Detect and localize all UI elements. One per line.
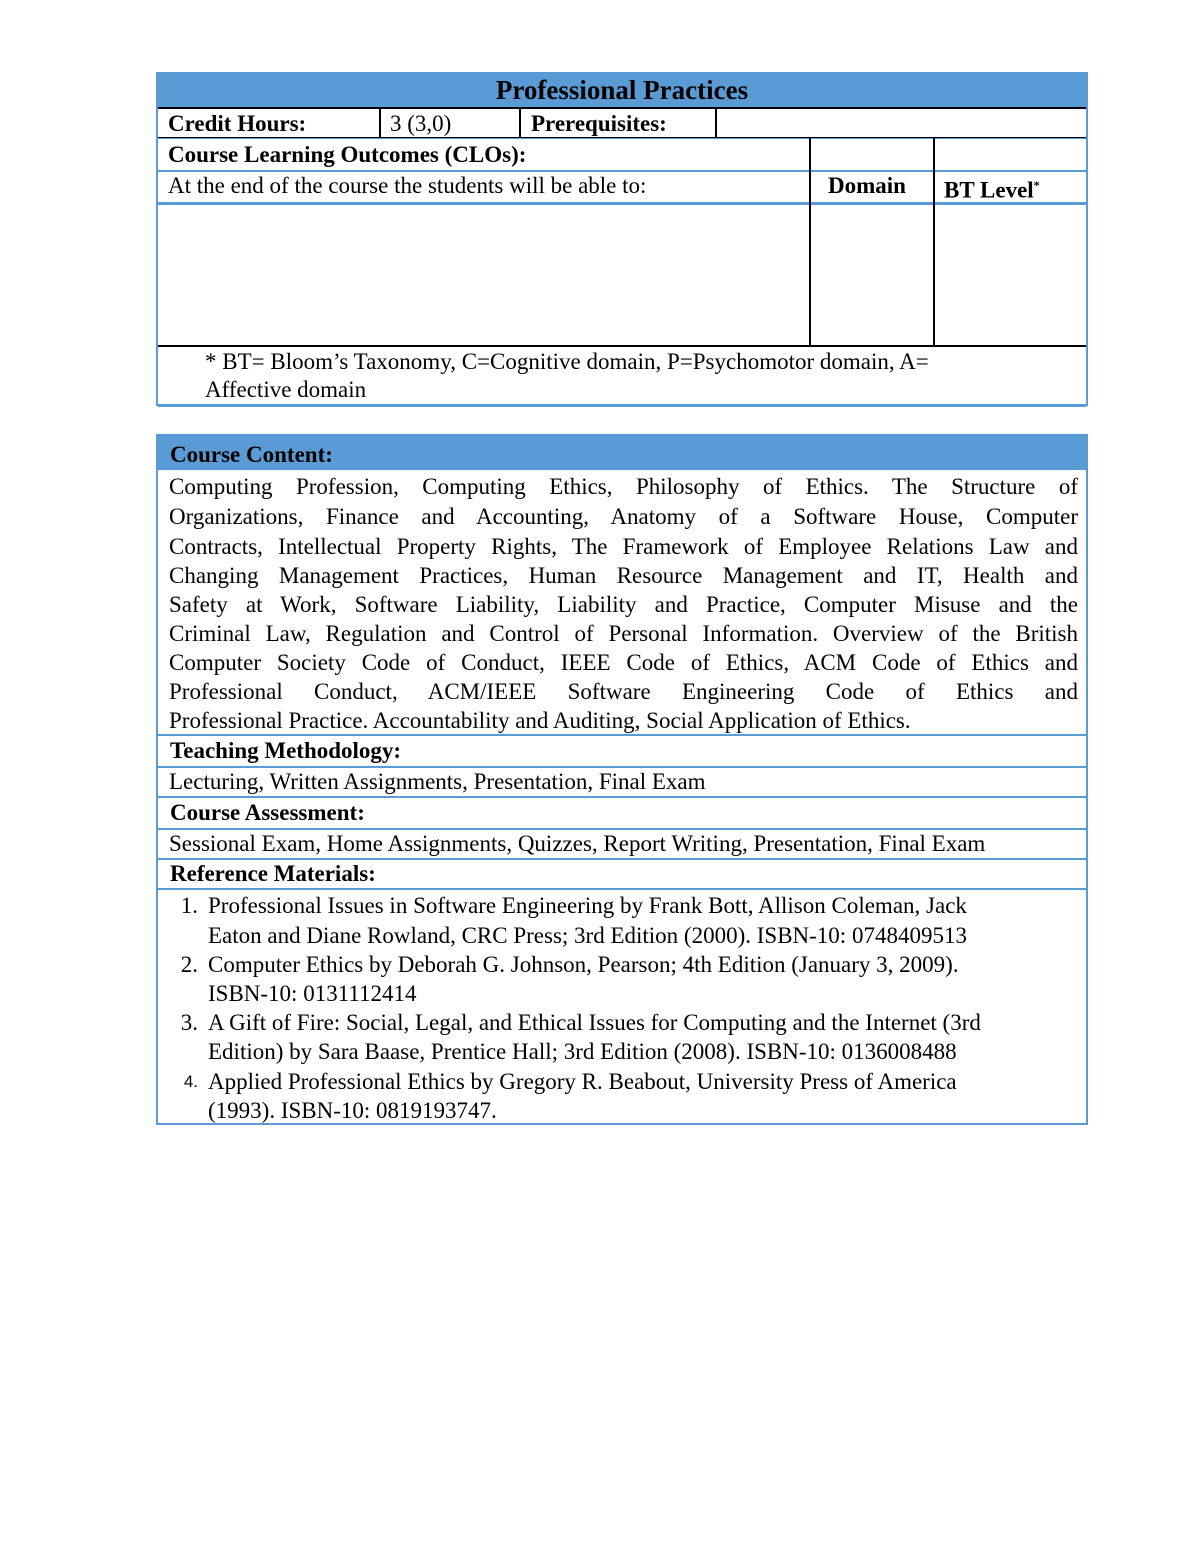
divider	[519, 109, 521, 138]
teaching-text: Lecturing, Written Assignments, Presentation, Final Exam	[169, 769, 706, 794]
divider	[158, 202, 1086, 205]
divider	[158, 345, 1086, 347]
teaching-heading: Teaching Methodology:	[170, 738, 402, 763]
reference-line: Computer Ethics by Deborah G. Johnson, Pearson; 4th Edition (January 3, 2009).	[208, 952, 959, 977]
footnote-mark: *	[1033, 178, 1040, 192]
divider	[158, 137, 1086, 138]
bt-level-header: BT Level*	[944, 177, 1040, 203]
content-line: Organizations, Finance and Accounting, Anatomy of a Software House, Computer	[169, 504, 1078, 529]
credit-hours-value: 3 (3,0)	[390, 111, 452, 136]
divider	[809, 137, 811, 345]
assessment-heading: Course Assessment:	[170, 800, 365, 825]
course-details-table	[156, 434, 1088, 1125]
clo-heading: Course Learning Outcomes (CLOs):	[168, 142, 527, 167]
reference-number: 1.	[180, 893, 198, 918]
content-line: Safety at Work, Software Liability, Liability and Practice, Computer Misuse and the	[169, 592, 1078, 617]
content-line: Changing Management Practices, Human Resource Management and IT, Health and	[169, 563, 1078, 588]
divider	[715, 109, 717, 138]
divider	[158, 404, 1086, 407]
reference-line: Eaton and Diane Rowland, CRC Press; 3rd Edition (2000). ISBN-10: 0748409513	[208, 923, 967, 948]
clo-intro: At the end of the course the students will be able to:	[168, 173, 647, 198]
credit-hours-label: Credit Hours:	[168, 111, 307, 136]
reference-line: Professional Issues in Software Engineering by Frank Bott, Allison Coleman, Jack	[208, 893, 967, 918]
bt-footnote-line2: Affective domain	[205, 377, 367, 402]
content-line: Professional Practice. Accountability and Auditing, Social Application of Ethics.	[169, 708, 911, 733]
reference-line: A Gift of Fire: Social, Legal, and Ethical Issues for Computing and the Internet (3rd	[208, 1010, 981, 1035]
bt-footnote-line1: * BT= Bloom’s Taxonomy, C=Cognitive domain, P=Psychomotor domain, A=	[205, 349, 929, 374]
content-line: Criminal Law, Regulation and Control of Personal Information. Overview of the British	[169, 621, 1078, 646]
course-title: Professional Practices	[158, 74, 1086, 109]
references-heading: Reference Materials:	[170, 861, 376, 886]
content-line: Computer Society Code of Conduct, IEEE Code of Ethics, ACM Code of Ethics and	[169, 650, 1078, 675]
content-heading: Course Content:	[170, 442, 333, 467]
content-line: Computing Profession, Computing Ethics, Philosophy of Ethics. The Structure of	[169, 474, 1078, 499]
reference-number: 3.	[180, 1010, 198, 1035]
reference-line: Applied Professional Ethics by Gregory R. Beabout, University Press of America	[208, 1069, 957, 1094]
reference-line: Edition) by Sara Baase, Prentice Hall; 3rd Edition (2008). ISBN-10: 0136008488	[208, 1039, 957, 1064]
divider	[933, 137, 935, 345]
content-line: Contracts, Intellectual Property Rights, The Framework of Employee Relations Law and	[169, 534, 1078, 559]
reference-number: 2.	[180, 952, 198, 977]
assessment-text: Sessional Exam, Home Assignments, Quizzes, Report Writing, Presentation, Final Exam	[169, 831, 986, 856]
divider	[379, 109, 381, 138]
course-info-table	[156, 72, 1088, 406]
prerequisites-label: Prerequisites:	[531, 111, 667, 136]
content-line: Professional Conduct, ACM/IEEE Software Engineering Code of Ethics and	[169, 679, 1078, 704]
reference-line: ISBN-10: 0131112414	[208, 981, 417, 1006]
reference-number: 4.	[183, 1072, 198, 1091]
divider	[158, 888, 1086, 890]
reference-line: (1993). ISBN-10: 0819193747.	[208, 1098, 497, 1123]
domain-header: Domain	[828, 173, 906, 198]
